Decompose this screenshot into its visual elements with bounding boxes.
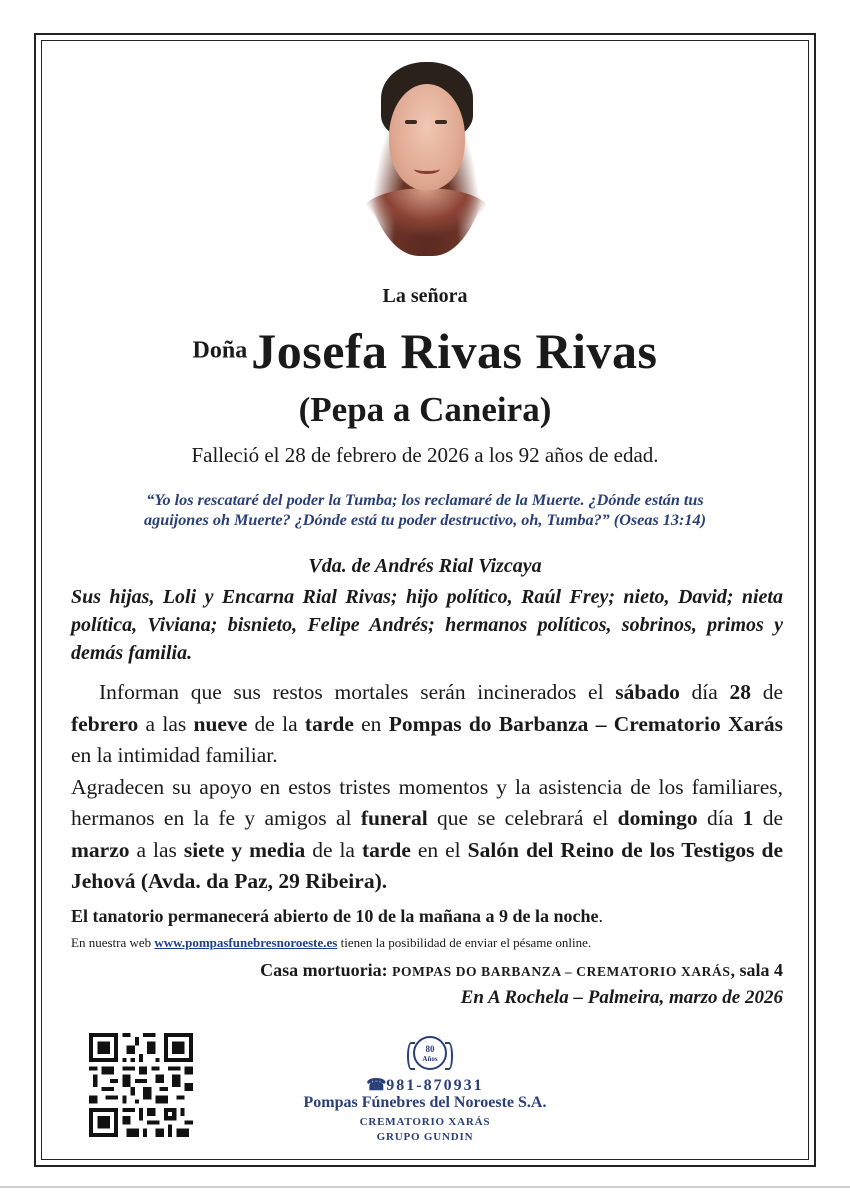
portrait-photo	[361, 58, 491, 256]
cremation-paragraph: Informan que sus restos mortales serán incinerados el sábado día 28 de febrero a las nueve de la tarde en Pompas do Barbanza – Crematorio Xarás en la intimidad familiar.	[71, 680, 783, 767]
obituary-notice	[41, 40, 809, 1160]
relatives-list: Sus hijas, Loli y Encarna Rial Rivas; hijo político, Raúl Frey; nieto, David; nieta política, Viviana; bisnieto, Felipe Andrés; hermanos políticos, sobrinos, primos y demás familia.	[71, 586, 783, 664]
crematorio-name: CREMATORIO XARÁS	[359, 1116, 491, 1128]
page-bottom-edge	[0, 1186, 850, 1188]
company-name: Pompas Fúnebres del Noroeste S.A.	[303, 1094, 547, 1111]
place-and-date: En A Rochela – Palmeira, marzo de 2026	[460, 987, 783, 1008]
laurel-right-icon	[445, 1042, 453, 1070]
website-link[interactable]: www.pompasfunebresnoroeste.es	[154, 935, 338, 950]
phone-icon: ☎	[366, 1077, 387, 1094]
group-name: GRUPO GUNDIN	[376, 1131, 474, 1143]
portrait-face	[389, 84, 465, 190]
funeral-home: Casa mortuoria: POMPAS DO BARBANZA – CREMATORIO XARÁS, sala 4	[260, 960, 783, 980]
phone-number[interactable]: ☎981-870931	[366, 1077, 484, 1094]
death-notice: Falleció el 28 de febrero de 2026 a los 92 años de edad.	[191, 443, 659, 467]
web-condolence-note: En nuestra web www.pompasfunebresnoroeste.es tienen la posibilidad de enviar el pésame online.	[71, 935, 592, 950]
laurel-left-icon	[407, 1042, 415, 1070]
title-prefix: Doña	[192, 337, 248, 364]
quote-line-2: aguijones oh Muerte? ¿Dónde está tu poder destructivo, oh, Tumba?” (Oseas 13:14)	[144, 511, 706, 529]
deceased-name-line	[41, 322, 809, 380]
quote-line-1: “Yo los rescataré del poder la Tumba; los reclamaré de la Muerte. ¿Dónde están tus	[146, 491, 704, 509]
portrait-shoulders	[361, 188, 491, 238]
deceased-name: Josefa Rivas Rivas	[251, 323, 658, 379]
anniversary-badge: 80 Años	[413, 1036, 447, 1070]
portrait-eye-right	[435, 120, 447, 124]
tanatorio-hours: El tanatorio permanecerá abierto de 10 de la mañana a 9 de la noche.	[71, 906, 603, 926]
bible-quote	[65, 490, 785, 530]
widow-of: Vda. de Andrés Rial Vizcaya	[308, 555, 542, 577]
portrait-mouth	[414, 164, 440, 174]
funeral-paragraph: Agradecen su apoyo en estos tristes momentos y la asistencia de los familiares, hermanos en la fe y amigos al funeral que se celebrará el domingo día 1 de marzo a las siete y media de la tarde en el Salón del Reino de los Testigos de Jehová (Avda. da Paz, 29 Ribeira).	[71, 774, 784, 893]
intro-text: La señora	[382, 285, 468, 307]
portrait-eye-left	[405, 120, 417, 124]
deceased-nickname: (Pepa a Caneira)	[298, 390, 552, 429]
service-details	[71, 677, 783, 898]
